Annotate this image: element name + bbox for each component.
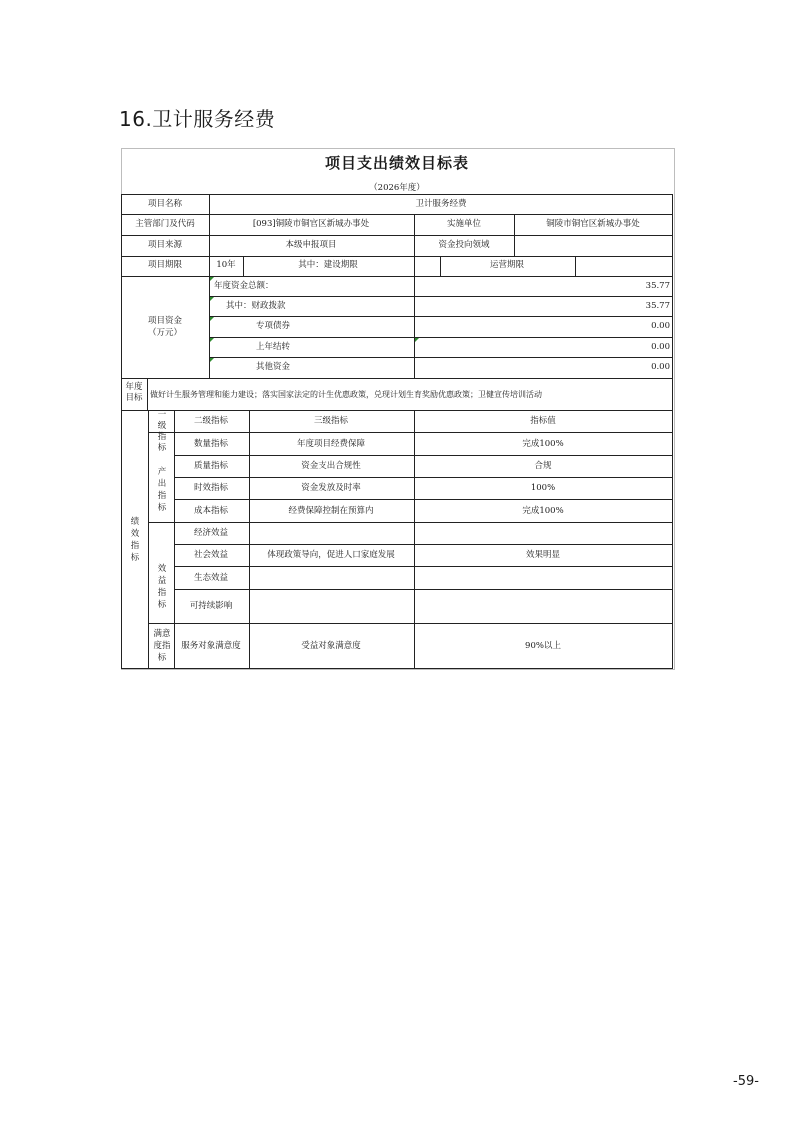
year-note: （2026年度）	[369, 183, 425, 193]
label-fiscal: 其中：财政拨款	[226, 301, 286, 311]
label-op-period: 运营期限	[489, 260, 525, 270]
page-number: -59-	[733, 1074, 759, 1089]
indicator-l2: 可持续影响	[189, 601, 233, 611]
value-fiscal: 35.77	[645, 301, 670, 311]
label-fund-field: 资金投向领域	[438, 240, 490, 250]
table-title: 项目支出绩效目标表	[324, 154, 469, 172]
label-funds-unit: （万元）	[147, 328, 183, 338]
indicator-l2: 服务对象满意度	[181, 641, 241, 651]
indicator-l2: 成本指标	[193, 506, 229, 516]
indicator-value: 完成100%	[522, 506, 564, 516]
indicator-l3: 资金支出合规性	[301, 461, 361, 471]
section-heading: 16.卫计服务经费	[119, 107, 276, 131]
value-dept: [093]铜陵市铜官区新城办事处	[252, 219, 370, 229]
indicator-l2: 经济效益	[193, 528, 229, 538]
value-annual-total: 35.77	[645, 281, 670, 291]
label-dept: 主管部门及代码	[135, 219, 195, 229]
label-source: 项目来源	[147, 240, 183, 250]
indicator-l2: 质量指标	[193, 461, 229, 471]
label-benefit: 效益指标	[157, 564, 167, 610]
label-annual-total: 年度资金总额：	[214, 281, 274, 291]
label-goal-1: 年度	[125, 382, 143, 392]
indicator-l3: 年度项目经费保障	[296, 439, 366, 449]
header-level2: 二级指标	[193, 416, 229, 426]
value-source: 本级申报项目	[285, 240, 337, 250]
indicator-l3: 资金发放及时率	[301, 483, 361, 493]
indicator-l2: 社会效益	[193, 550, 229, 560]
label-project-name: 项目名称	[147, 199, 183, 209]
label-period: 项目期限	[147, 260, 183, 270]
value-other: 0.00	[651, 362, 670, 372]
value-bond: 0.00	[651, 321, 670, 331]
label-performance: 绩效指标	[130, 517, 140, 563]
header-value: 指标值	[530, 416, 556, 426]
value-carryover: 0.00	[651, 342, 670, 352]
indicator-value: 完成100%	[522, 439, 564, 449]
value-period: 10年	[216, 260, 236, 270]
value-goal: 做好计生服务管理和能力建设；落实国家法定的计生优惠政策，兑现计划生育奖励优惠政策；卫健宣传培训活动	[150, 390, 542, 399]
indicator-l3: 受益对象满意度	[301, 641, 361, 651]
indicator-value: 效果明显	[525, 550, 561, 560]
header-level3: 三级指标	[313, 416, 349, 426]
label-output: 产出指标	[157, 467, 167, 513]
header-level1: 一级指标	[157, 410, 167, 453]
label-impl-unit: 实施单位	[446, 219, 482, 229]
indicator-value: 合规	[534, 461, 552, 471]
value-impl-unit: 铜陵市铜官区新城办事处	[546, 219, 640, 229]
indicator-value: 90%以上	[525, 641, 561, 651]
indicator-l2: 数量指标	[193, 439, 229, 449]
label-build-period: 其中：建设期限	[298, 260, 358, 270]
indicator-l2: 生态效益	[193, 573, 229, 583]
label-other: 其他资金	[256, 362, 291, 372]
indicator-l3: 体现政策导向，促进人口家庭发展	[267, 550, 395, 560]
indicator-value: 100%	[530, 483, 556, 493]
label-goal-2: 目标	[125, 393, 143, 403]
indicator-l2: 时效指标	[193, 483, 229, 493]
label-satisfaction: 满意度指标	[153, 629, 171, 663]
value-project-name: 卫计服务经费	[415, 199, 467, 209]
label-bond: 专项债券	[256, 321, 291, 331]
label-funds: 项目资金	[147, 316, 183, 326]
indicator-l3: 经费保障控制在预算内	[288, 506, 374, 516]
label-carryover: 上年结转	[256, 342, 291, 352]
